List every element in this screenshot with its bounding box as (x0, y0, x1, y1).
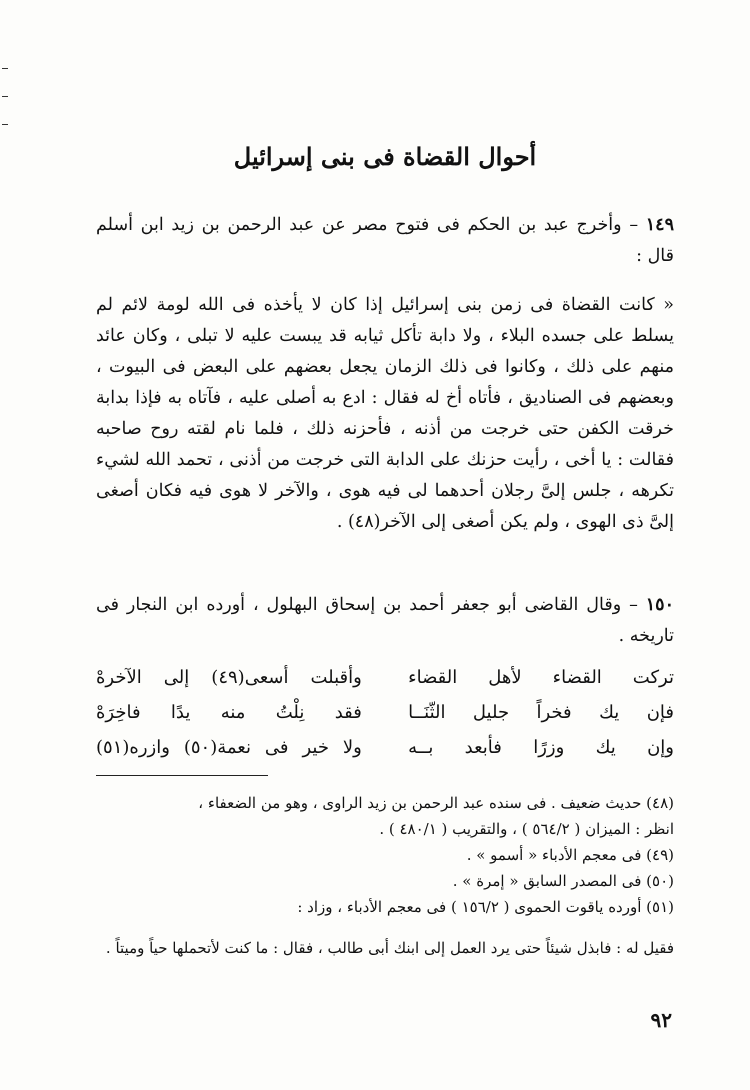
poem-first-hemistich: وإن يك وزرًا فأبعد بــه (408, 737, 674, 758)
footnote-separator (96, 775, 268, 776)
page-number: ٩٢ (650, 1008, 672, 1032)
margin-mark (2, 68, 8, 69)
footnote-49: (٤٩) فى معجم الأدباء « أسمو » . (466, 846, 674, 864)
poem-first-hemistich: تركت القضاء لأهل القضاء (408, 667, 674, 688)
footnote-51-continuation: فقيل له : فابذل شيئاً حتى يرد العمل إلى ابنك أبى طالب ، فقال : ما كنت لأتحملها حياً وميتاً . (105, 939, 674, 957)
entry-149-intro (96, 210, 674, 272)
entry-149-quote: « كانت القضاة فى زمن بنى إسرائيل إذا كان لا يأخذه فى الله لومة لائم لم يسلط على جسده البلاء ، ولا دابة تأكل ثيابه قد يبست عليه لا تبلى ، وكان عائد منهم على ذلك ، وكانوا فى ذلك الزمان يجعل بعضهم على البعض فى البيوت ، وبعضهم فى الصناديق ، فأتاه أخ له فقال : ادع به أصلى عليه ، فآتاه به فإذا بدابة خرقت الكفن حتى خرجت من أذنه ، فأحزنه ذلك ، فلما نام لقته روح صاحبه فقالت : يا أخى ، رأيت حزنك على الدابة التى خرجت من أذنى ، تحمد الله لشيء تكرهه ، جلس إلىَّ رجلان أحدهما لى فيه هوى ، والآخر لا هوى فيه فكان أصغى إلىَّ ذى الهوى ، ولم يكن أصغى إلى الآخر(٤٨) . (96, 295, 674, 532)
footnote-51: (٥١) أورده ياقوت الحموى ( ١٥٦/٢ ) فى معجم الأدباء ، وزاد : (297, 898, 674, 916)
poem-second-hemistich: ولا خير فى نعمة(٥٠) وازره(٥١) (96, 737, 362, 758)
entry-dash: – (629, 215, 639, 235)
poem-second-hemistich: وأقبلت أسعى(٤٩) إلى الآخرهْ (96, 667, 362, 688)
margin-mark (2, 96, 8, 97)
footnote-48-line2: انظر : الميزان ( ٥٦٤/٢ ) ، والتقريب ( ٤٨٠/١ ) . (379, 820, 674, 838)
poem-verse (96, 695, 674, 730)
chapter-title: أحوال القضاة فى بنى إسرائيل (233, 142, 537, 171)
footnotes (96, 790, 674, 920)
poem-verse (96, 660, 674, 695)
entry-number: ١٥٠ (645, 595, 674, 615)
poem-verse (96, 730, 674, 765)
entry-number: ١٤٩ (645, 215, 674, 235)
footnote-50: (٥٠) فى المصدر السابق « إمرة » . (452, 872, 674, 890)
book-page (96, 0, 674, 1090)
poem-second-hemistich: فقد نِلْتُ منه يدًا فاخِرَهْ (96, 702, 362, 723)
entry-text: وقال القاضى أبو جعفر أحمد بن إسحاق البهلول ، أورده ابن النجار فى تاريخه . (96, 595, 674, 646)
entry-150-intro (96, 590, 674, 652)
entry-text: وأخرج عبد بن الحكم فى فتوح مصر عن عبد الرحمن بن زيد ابن أسلم قال : (96, 215, 674, 266)
margin-mark (2, 124, 8, 125)
poem-first-hemistich: فإن يك فخراً جليل الثّنَــا (408, 702, 674, 723)
entry-dash: – (629, 595, 638, 615)
footnote-48-line1: (٤٨) حديث ضعيف . فى سنده عبد الرحمن بن زيد الراوى ، وهو من الضعفاء ، (198, 794, 674, 812)
poem (96, 660, 674, 765)
